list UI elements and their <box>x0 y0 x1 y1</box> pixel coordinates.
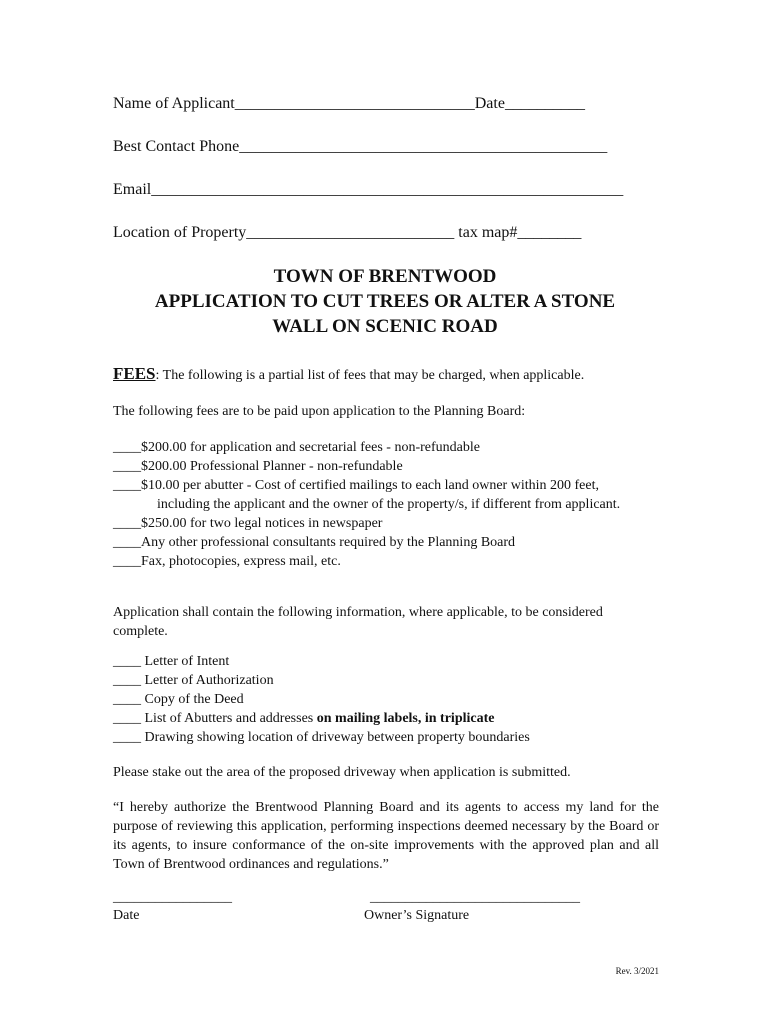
application-checklist <box>113 652 659 747</box>
owner-signature-label: Owner’s Signature <box>364 908 470 923</box>
fees-label: FEES <box>113 364 156 383</box>
fee-item-consultants[interactable]: ____Any other professional consultants required by the Planning Board <box>113 535 516 550</box>
fee-item-abutter[interactable]: ____$10.00 per abutter - Cost of certified mailings to each land owner within 200 feet, <box>113 478 599 493</box>
authorization-quote: “I hereby authorize the Brentwood Planning Board and its agents to access my land for the purpose of reviewing this application, performing inspections deemed necessary by the Board or its agents, to insure conformance of the on-site improvements with the approved plan and all Town of Brentwood ordinances and regulations.” <box>113 800 659 872</box>
checklist-driveway-drawing[interactable]: ____ Drawing showing location of driveway between property boundaries <box>113 730 530 745</box>
revision-note: Rev. 3/2021 <box>615 966 659 976</box>
stake-note: Please stake out the area of the proposed driveway when application is submitted. <box>113 765 571 780</box>
title-line-1: TOWN OF BRENTWOOD <box>273 266 497 287</box>
date-label: Date <box>113 908 140 923</box>
fee-item-abutter-continued: including the applicant and the owner of the property/s, if different from applicant. <box>157 497 621 512</box>
owner-signature-line[interactable]: ______________________________ <box>370 890 580 905</box>
checklist-letter-of-authorization[interactable]: ____ Letter of Authorization <box>113 673 274 688</box>
fees-intro: : The following is a partial list of fees that may be charged, when applicable. <box>155 368 585 383</box>
fees-list <box>113 438 659 571</box>
fee-item-application[interactable]: ____$200.00 for application and secretarial fees - non-refundable <box>113 440 480 455</box>
fee-item-fax[interactable]: ____Fax, photocopies, express mail, etc. <box>113 554 341 569</box>
applicant-name-date-field[interactable]: Name of Applicant______________________________Date__________ <box>113 95 585 112</box>
application-intro: Application shall contain the following information, where applicable, to be considered complete. <box>113 605 603 639</box>
date-signature-line[interactable]: _________________ <box>113 890 232 905</box>
abutters-bold-note: on mailing labels, in triplicate <box>316 711 495 726</box>
email-field[interactable]: Email___________________________________________________________ <box>113 181 624 198</box>
title-line-2: APPLICATION TO CUT TREES OR ALTER A STONE <box>154 291 616 312</box>
fees-heading <box>113 364 659 385</box>
abutters-text: ____ List of Abutters and addresses <box>113 711 317 726</box>
fee-item-planner[interactable]: ____$200.00 Professional Planner - non-refundable <box>113 459 403 474</box>
contact-phone-field[interactable]: Best Contact Phone______________________________________________ <box>113 138 608 155</box>
checklist-list-of-abutters[interactable] <box>113 709 659 728</box>
document-title <box>0 264 770 339</box>
title-line-3: WALL ON SCENIC ROAD <box>272 316 498 337</box>
checklist-letter-of-intent[interactable]: ____ Letter of Intent <box>113 654 230 669</box>
checklist-copy-of-deed[interactable]: ____ Copy of the Deed <box>113 692 244 707</box>
property-location-field[interactable]: Location of Property__________________________ tax map#________ <box>113 224 582 241</box>
fee-item-legal-notices[interactable]: ____$250.00 for two legal notices in newspaper <box>113 516 383 531</box>
fees-paid-upon: The following fees are to be paid upon application to the Planning Board: <box>113 404 526 419</box>
